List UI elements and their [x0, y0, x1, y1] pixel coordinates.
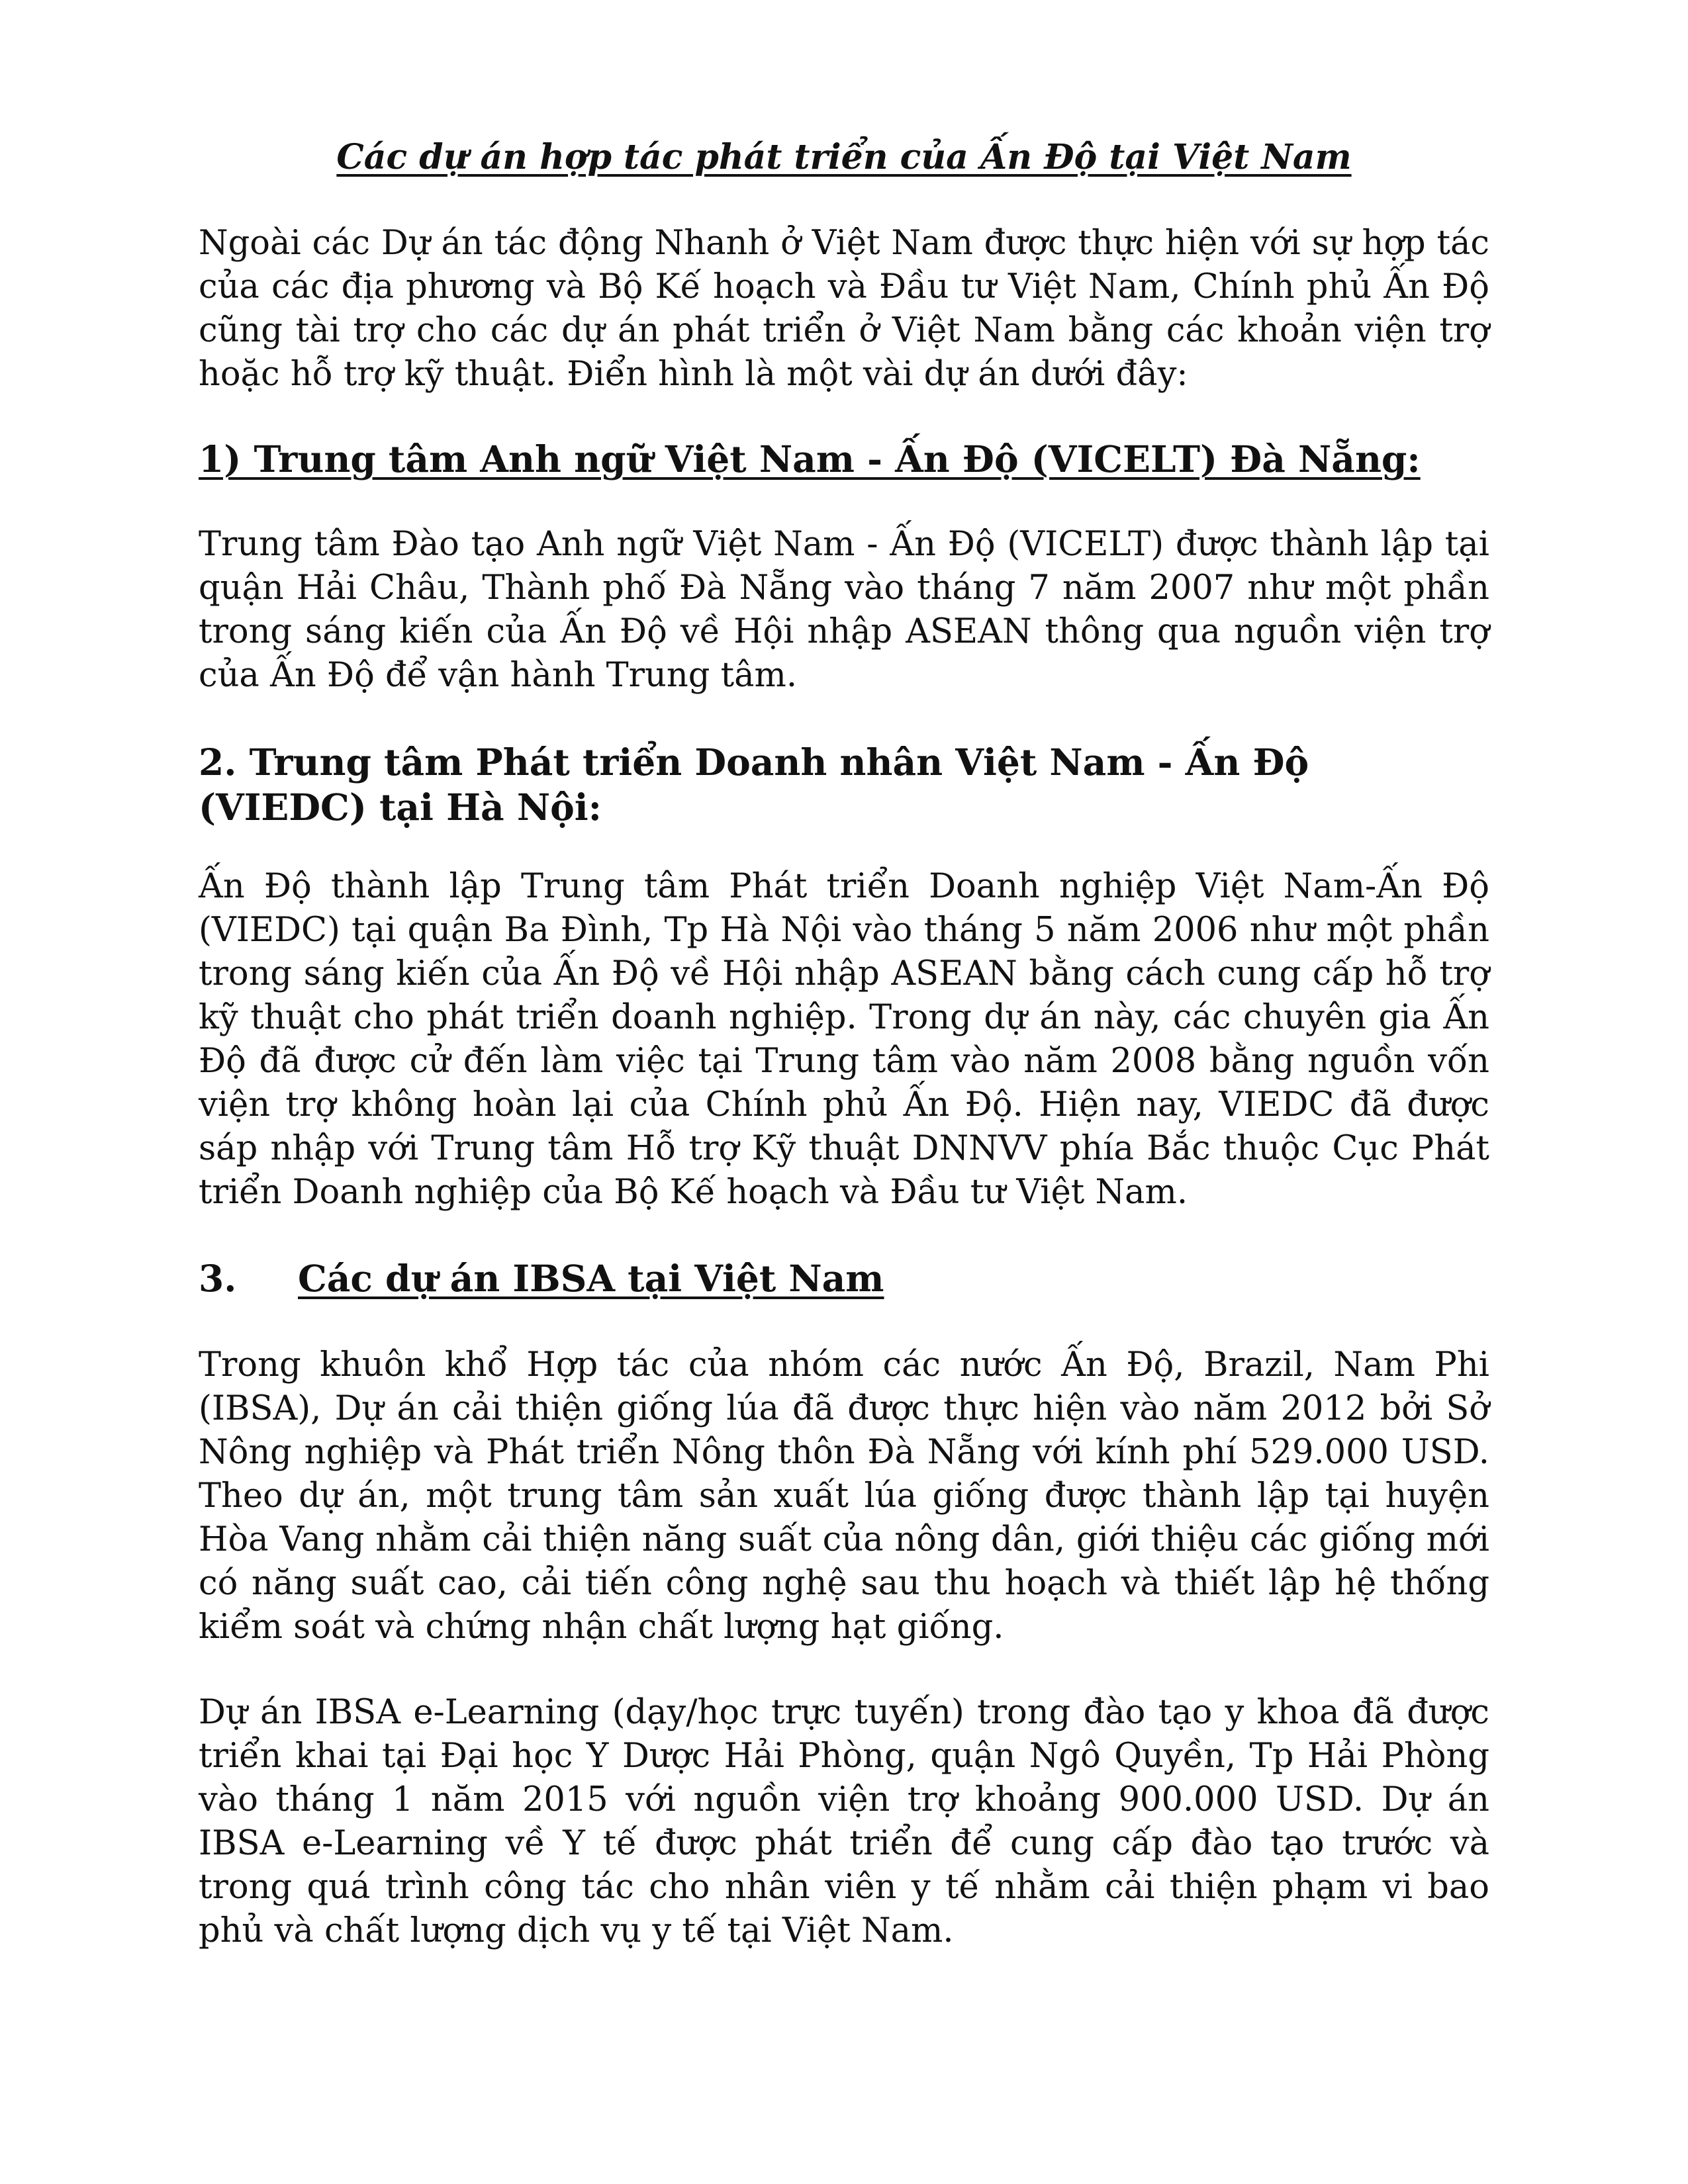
- section2-body: Ấn Độ thành lập Trung tâm Phát triển Doanh nghiệp Việt Nam-Ấn Độ (VIEDC) tại quận Ba Đình, Tp Hà Nội vào tháng 5 năm 2006 như một phần trong sáng kiến của Ấn Độ về Hội nhập ASEAN bằng cách cung cấp hỗ trợ kỹ thuật cho phát triển doanh nghiệp. Trong dự án này, các chuyên gia Ấn Độ đã được cử đến làm việc tại Trung tâm vào năm 2008 bằng nguồn vốn viện trợ không hoàn lại của Chính phủ Ấn Độ. Hiện nay, VIEDC đã được sáp nhập với Trung tâm Hỗ trợ Kỹ thuật DNNVV phía Bắc thuộc Cục Phát triển Doanh nghiệp của Bộ Kế hoạch và Đầu tư Việt Nam.: [199, 867, 1489, 1212]
- section3-body-1: Trong khuôn khổ Hợp tác của nhóm các nước Ấn Độ, Brazil, Nam Phi (IBSA), Dự án cải thiện giống lúa đã được thực hiện vào năm 2012 bởi Sở Nông nghiệp và Phát triển Nông thôn Đà Nẵng với kính phí 529.000 USD. Theo dự án, một trung tâm sản xuất lúa giống được thành lập tại huyện Hòa Vang nhằm cải thiện năng suất của nông dân, giới thiệu các giống mới có năng suất cao, cải tiến công nghệ sau thu hoạch và thiết lập hệ thống kiểm soát và chứng nhận chất lượng hạt giống.: [199, 1345, 1489, 1647]
- section3-heading: [199, 1256, 1489, 1301]
- section1-body: Trung tâm Đào tạo Anh ngữ Việt Nam - Ấn Độ (VICELT) được thành lập tại quận Hải Châu, Thành phố Đà Nẵng vào tháng 7 năm 2007 như một phần trong sáng kiến của Ấn Độ về Hội nhập ASEAN thông qua nguồn viện trợ của Ấn Độ để vận hành Trung tâm.: [199, 525, 1489, 695]
- document-title: Các dự án hợp tác phát triển của Ấn Độ tại Việt Nam: [336, 137, 1352, 177]
- intro-paragraph: Ngoài các Dự án tác động Nhanh ở Việt Nam được thực hiện với sự hợp tác của các địa phương và Bộ Kế hoạch và Đầu tư Việt Nam, Chính phủ Ấn Độ cũng tài trợ cho các dự án phát triển ở Việt Nam bằng các khoản viện trợ hoặc hỗ trợ kỹ thuật. Điển hình là một vài dự án dưới đây:: [199, 224, 1489, 394]
- document-page: [199, 0, 1489, 2184]
- section2-heading: 2. Trung tâm Phát triển Doanh nhân Việt Nam - Ấn Độ (VIEDC) tại Hà Nội:: [199, 741, 1309, 829]
- section3-heading-text: Các dự án IBSA tại Việt Nam: [298, 1257, 884, 1300]
- section3-body-2: Dự án IBSA e-Learning (dạy/học trực tuyến) trong đào tạo y khoa đã được triển khai tại Đại học Y Dược Hải Phòng, quận Ngô Quyền, Tp Hải Phòng vào tháng 1 năm 2015 với nguồn viện trợ khoảng 900.000 USD. Dự án IBSA e-Learning về Y tế được phát triển để cung cấp đào tạo trước và trong quá trình công tác cho nhân viên y tế nhằm cải thiện phạm vi bao phủ và chất lượng dịch vụ y tế tại Việt Nam.: [199, 1693, 1489, 1950]
- section1-heading: 1) Trung tâm Anh ngữ Việt Nam - Ấn Độ (VICELT) Đà Nẵng:: [199, 437, 1421, 480]
- section3-number: 3.: [199, 1257, 237, 1300]
